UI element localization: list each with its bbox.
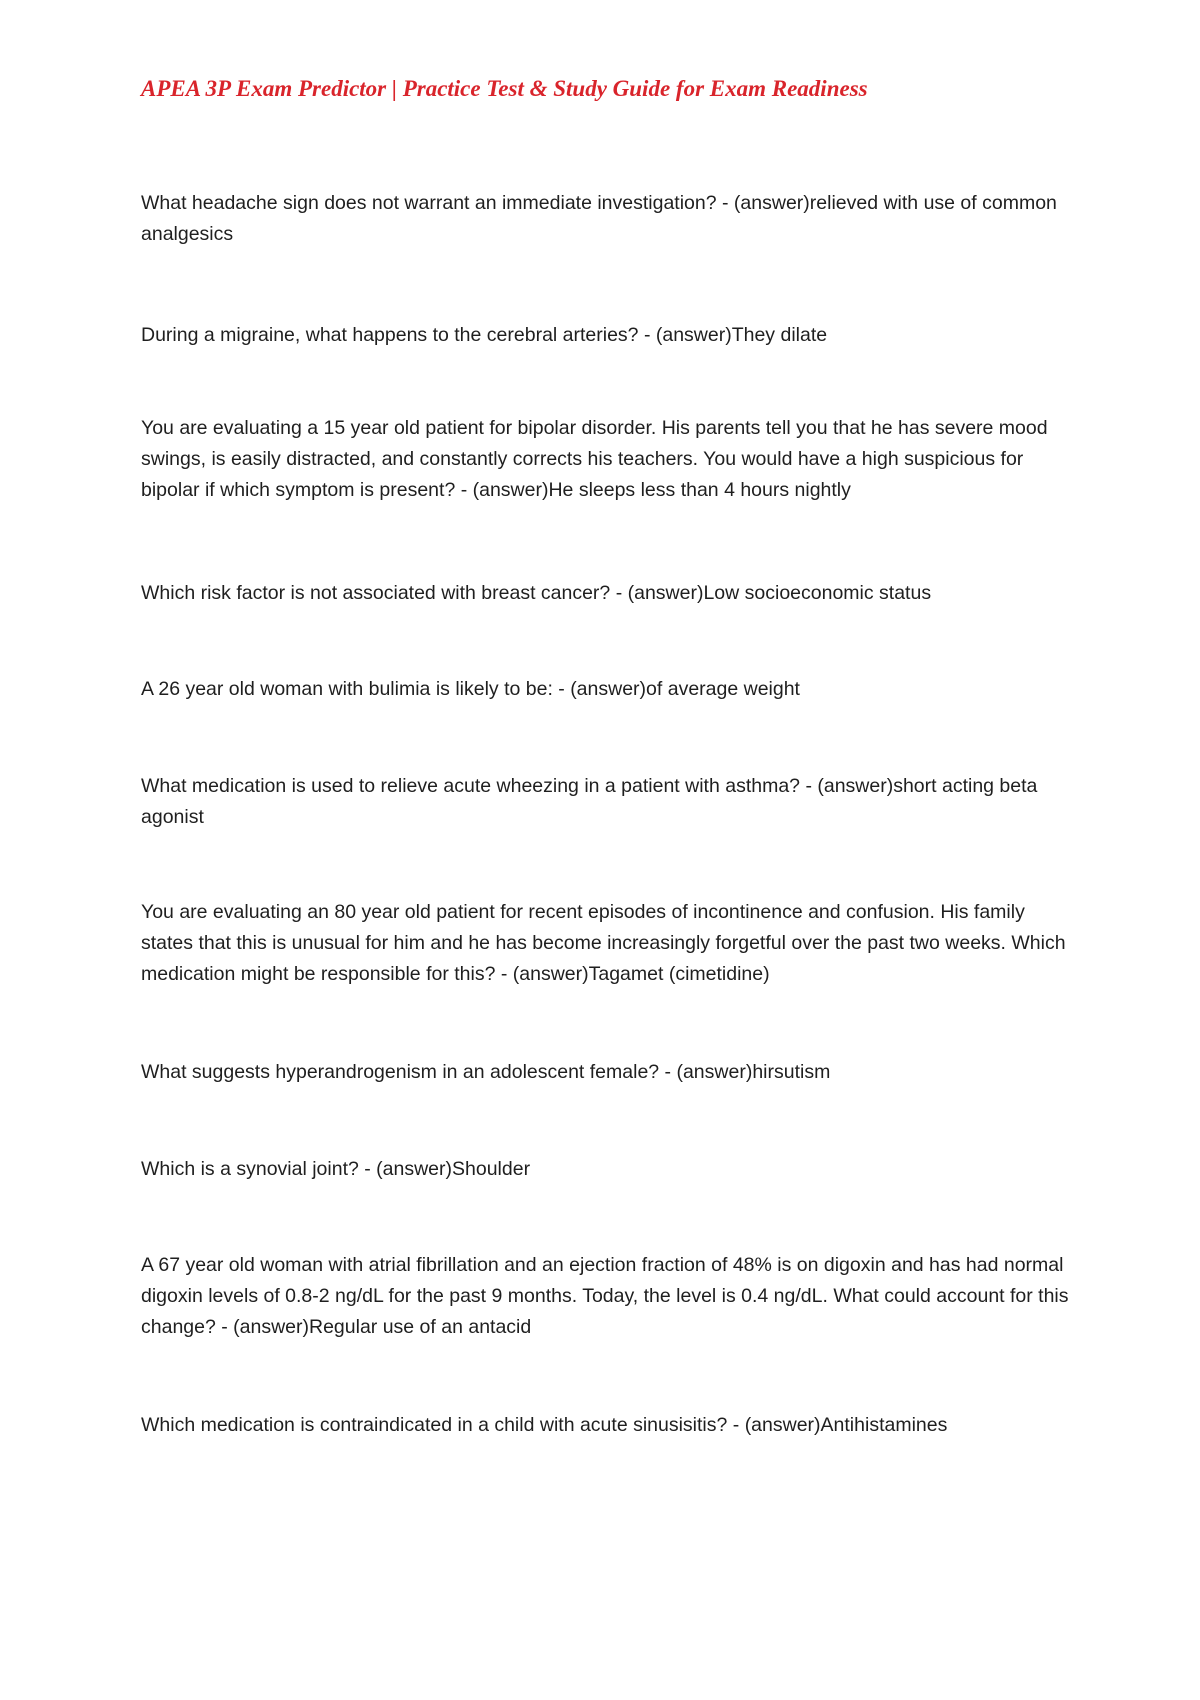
qa-item-4: Which risk factor is not associated with breast cancer? - (answer)Low socioeconomic status [141, 582, 932, 604]
qa-item-6: What medication is used to relieve acute wheezing in a patient with asthma? - (answer)short acting beta agonist [141, 775, 1038, 828]
qa-item-5: A 26 year old woman with bulimia is likely to be: - (answer)of average weight [141, 678, 800, 700]
qa-item-11: Which medication is contraindicated in a child with acute sinusisitis? - (answer)Antihistamines [141, 1414, 948, 1436]
qa-item-8: What suggests hyperandrogenism in an adolescent female? - (answer)hirsutism [141, 1061, 831, 1083]
document-title: APEA 3P Exam Predictor | Practice Test & Study Guide for Exam Readiness [141, 76, 868, 101]
qa-item-2: During a migraine, what happens to the cerebral arteries? - (answer)They dilate [141, 324, 828, 346]
qa-item-3: You are evaluating a 15 year old patient for bipolar disorder. His parents tell you that he has severe mood swings, is easily distracted, and constantly corrects his teachers. You would have a high suspicious for bipolar if which symptom is present? - (answer)He sleeps less than 4 hours nightly [141, 417, 1048, 501]
qa-item-1: What headache sign does not warrant an immediate investigation? - (answer)relieved with use of common analgesics [141, 192, 1057, 245]
qa-item-10: A 67 year old woman with atrial fibrillation and an ejection fraction of 48% is on digoxin and has had normal digoxin levels of 0.8-2 ng/dL for the past 9 months. Today, the level is 0.4 ng/dL. What could account for this change? - (answer)Regular use of an antacid [141, 1254, 1069, 1338]
qa-item-9: Which is a synovial joint? - (answer)Shoulder [141, 1158, 531, 1180]
qa-item-7: You are evaluating an 80 year old patient for recent episodes of incontinence and confusion. His family states that this is unusual for him and he has become increasingly forgetful over the past two weeks. Which medication might be responsible for this? - (answer)Tagamet (cimetidine) [141, 901, 1066, 985]
